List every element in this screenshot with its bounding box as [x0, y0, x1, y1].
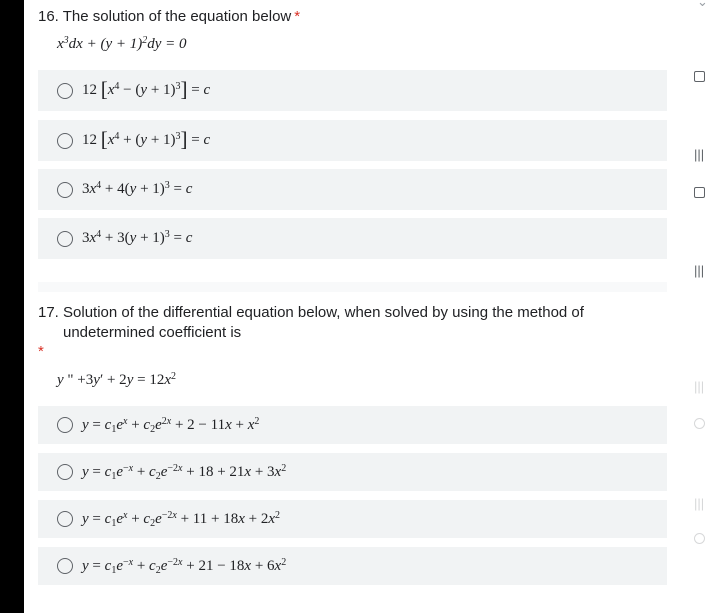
question-17-equation: y " $+3y' + 2y = 12x^2$ — [57, 371, 176, 388]
add-question-icon[interactable] — [694, 71, 705, 82]
drag-handle-icon[interactable]: ||| — [694, 496, 705, 511]
q16-option-3-label: $3x^4 + 4(y + 1)^3 = c$ — [82, 180, 193, 197]
q16-option-1-label: 12 $[x^4 - (y + 1)^3] = c$ — [82, 77, 211, 101]
q17-option-1[interactable] — [38, 406, 667, 444]
chevron-icon[interactable]: ⌄ — [697, 0, 708, 9]
q16-option-2-label: 12 $[x^4 + (y + 1)^3] = c$ — [82, 127, 211, 151]
drag-handle-icon[interactable]: ||| — [694, 147, 705, 162]
q17-option-1-label: $y = c_1e^x + c_2e^{2x} + 2 - 11x + x^2$ — [82, 415, 260, 435]
question-17-title — [38, 303, 584, 343]
question-17-text-line2: undetermined coefficient is — [63, 324, 242, 341]
question-16-title — [38, 7, 300, 27]
radio-button[interactable] — [57, 83, 73, 99]
q17-option-3-label: $y = c_1e^x + c_2e^{-2x} + 11 + 18x + 2x^2$ — [82, 509, 281, 529]
q17-option-3[interactable] — [38, 500, 667, 538]
question-16-equation: $x^3dx + (y + 1)^2dy = 0$ — [57, 35, 187, 52]
q17-option-4[interactable] — [38, 547, 667, 585]
question-17-text-line1: 17. Solution of the differential equation below, when solved by using the method of — [38, 304, 584, 321]
add-question-icon[interactable] — [694, 418, 705, 429]
q16-option-2[interactable] — [38, 120, 667, 161]
add-question-icon[interactable] — [694, 187, 705, 198]
radio-button[interactable] — [57, 511, 73, 527]
radio-button[interactable] — [57, 558, 73, 574]
question-divider — [38, 282, 667, 292]
q16-option-3[interactable] — [38, 169, 667, 210]
q17-option-4-label: $y = c_1e^{-x} + c_2e^{-2x} + 21 - 18x + 6x^2$ — [82, 556, 287, 576]
add-question-icon[interactable] — [694, 533, 705, 544]
radio-button[interactable] — [57, 182, 73, 198]
drag-handle-icon[interactable]: ||| — [694, 263, 705, 278]
q16-option-1[interactable] — [38, 70, 667, 111]
left-edge-bar — [0, 0, 24, 613]
q17-option-2-label: $y = c_1e^{-x} + c_2e^{-2x} + 18 + 21x + 3x^2$ — [82, 462, 287, 482]
radio-button[interactable] — [57, 231, 73, 247]
drag-handle-icon[interactable]: ||| — [694, 379, 705, 394]
radio-button[interactable] — [57, 133, 73, 149]
radio-button[interactable] — [57, 464, 73, 480]
q17-option-2[interactable] — [38, 453, 667, 491]
question-16-text: 16. The solution of the equation below — [38, 8, 292, 25]
radio-button[interactable] — [57, 417, 73, 433]
required-asterisk: * — [38, 343, 44, 360]
required-asterisk: * — [294, 8, 301, 25]
q16-option-4-label: $3x^4 + 3(y + 1)^3 = c$ — [82, 229, 193, 246]
q16-option-4[interactable] — [38, 218, 667, 259]
